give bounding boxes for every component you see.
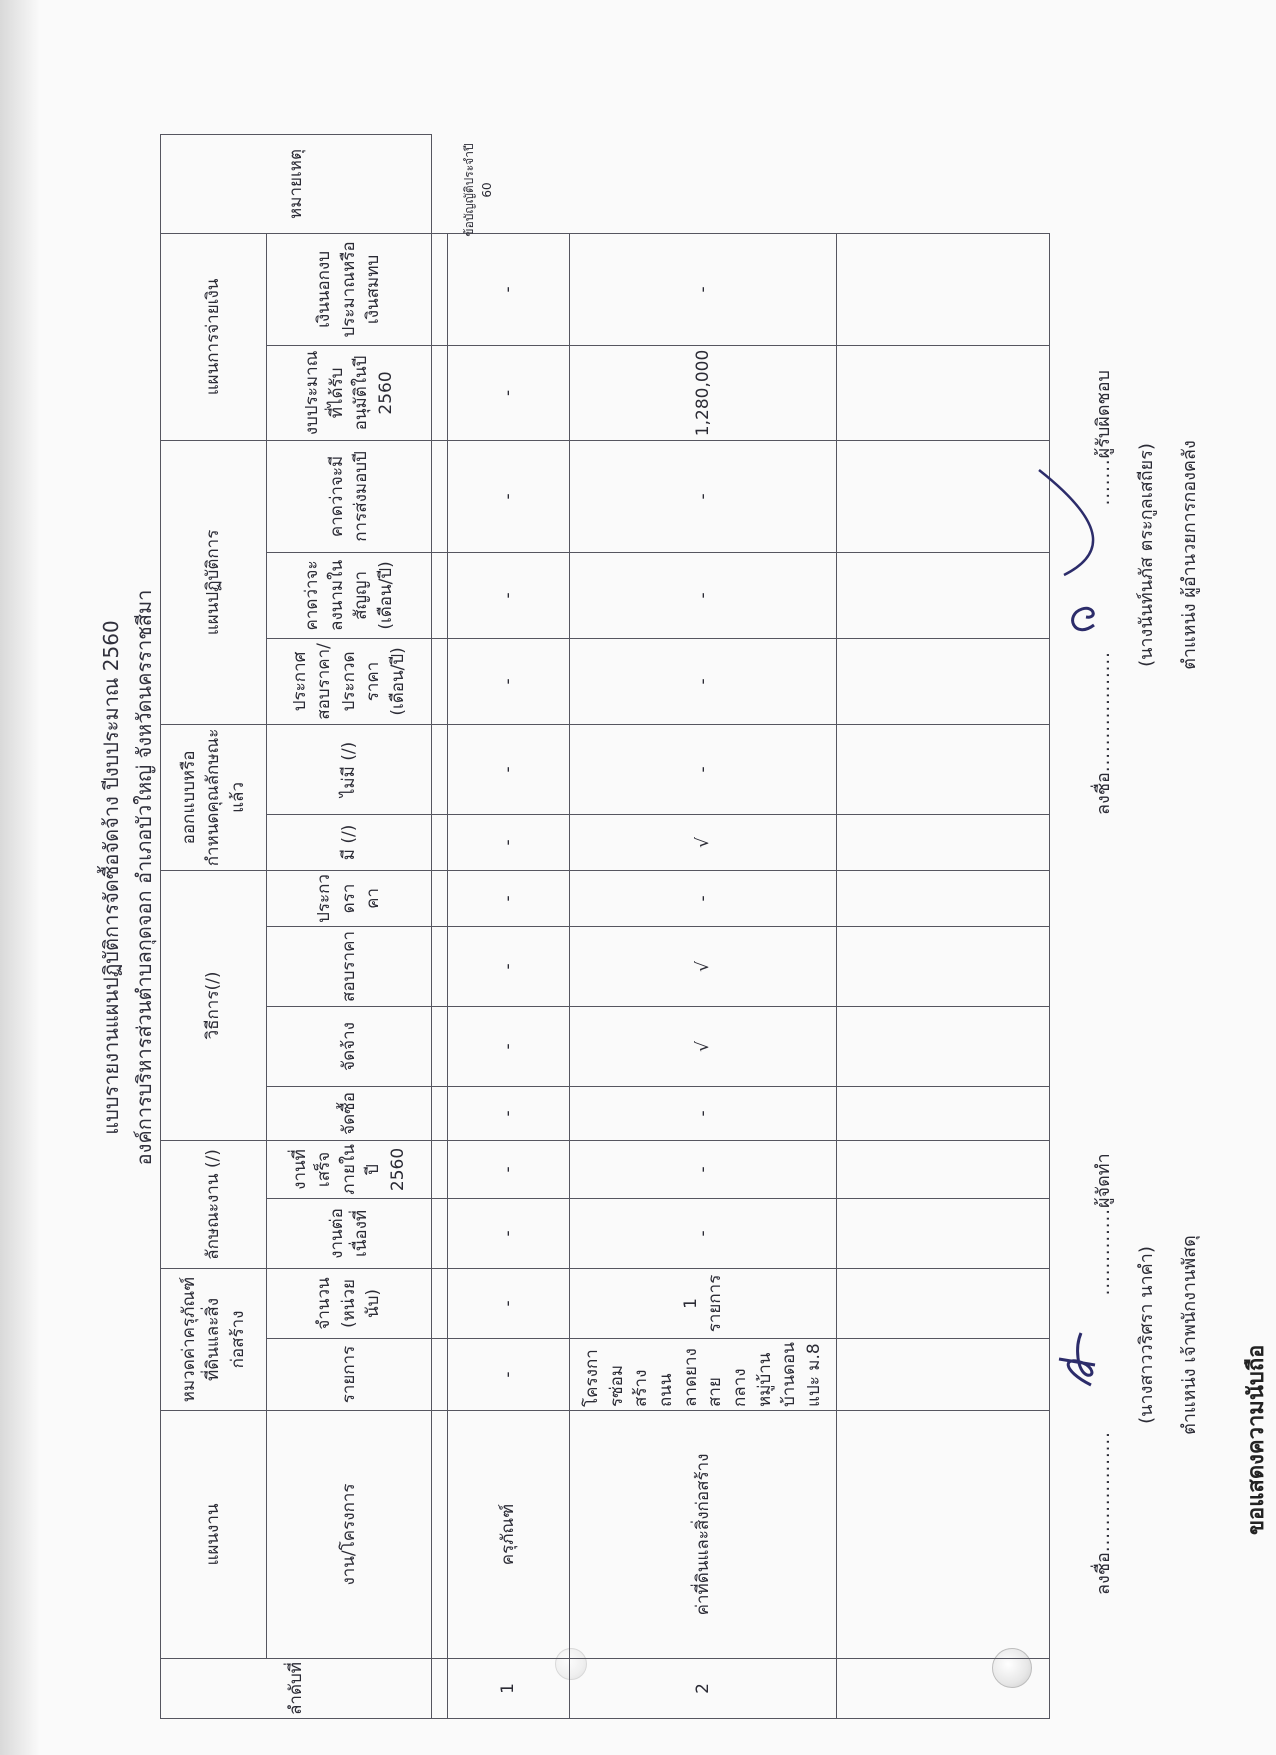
header-design: ออกแบบหรือกำหนดคุณลักษณะแล้ว bbox=[161, 724, 267, 870]
header-method: วิธีการ(/) bbox=[161, 870, 267, 1140]
header-plan: แผนงาน bbox=[161, 1410, 267, 1658]
table-row bbox=[570, 135, 837, 1719]
header-bid: ประกวดราคา bbox=[267, 870, 432, 926]
cell-hire: - bbox=[447, 1006, 569, 1086]
signature-block-left: ลงชื่อ.................. .............ผู้จัดทำ (นางสาววริศรา นาคำ) ตำแหน่ง เจ้าพนักงานพัสดุ bbox=[1088, 1075, 1203, 1595]
header-seq: ลำดับที่ bbox=[161, 1659, 432, 1719]
header-has: มี (/) bbox=[267, 814, 432, 870]
cell-seq: 2 bbox=[570, 1659, 837, 1719]
report-title: แบบรายงานแผนปฏิบัติการจัดซื้อจัดจ้าง ปีงบประมาณ 2560 bbox=[99, 620, 123, 1135]
cell-contract: - bbox=[570, 552, 837, 638]
header-remark: หมายเหตุ bbox=[161, 135, 432, 234]
handwritten-signature-left bbox=[1089, 1295, 1109, 1425]
procurement-plan-table bbox=[160, 134, 1050, 1719]
header-announce: ประกาศสอบราคา/ประกวดราคา (เดือน/ปี) bbox=[267, 638, 432, 724]
organization-title: องค์การบริหารส่วนตำบลกุดจอก อำเภอบัวใหญ่ จังหวัดนครราชสีมา bbox=[132, 589, 156, 1166]
header-delivery: คาดว่าจะมีการส่งมอบปี bbox=[267, 440, 432, 552]
cell-continuing: - bbox=[447, 1198, 569, 1268]
header-budget: งบประมาณ ที่ได้รับอนุมัติในปี 2560 bbox=[267, 345, 432, 440]
cell-hasnot: - bbox=[447, 724, 569, 814]
cell-finish: - bbox=[447, 1140, 569, 1198]
header-finish: งานที่เสร็จภายในปี 2560 bbox=[267, 1140, 432, 1198]
cell-finish: - bbox=[570, 1140, 837, 1198]
cell-item: โครงการซ่อมสร้างถนนลาดยางสายกลางหมู่บ้าน บ้านดอนแปะ ม.8 bbox=[570, 1338, 837, 1410]
cell-buy: - bbox=[570, 1086, 837, 1140]
cell-contract: - bbox=[447, 552, 569, 638]
remark-text: ข้อบัญญัติประจำปี 60 bbox=[462, 143, 494, 237]
sign-role-right: ผู้รับผิดชอบ bbox=[1093, 370, 1114, 459]
header-price-check: สอบราคา bbox=[267, 926, 432, 1006]
signer-position-left: ตำแหน่ง เจ้าพนักงานพัสดุ bbox=[1179, 1235, 1200, 1435]
header-hire: จัดจ้าง bbox=[267, 1006, 432, 1086]
header-buy: จัดซื้อ bbox=[267, 1086, 432, 1140]
header-hasnot: ไม่มี (/) bbox=[267, 724, 432, 814]
table-row bbox=[447, 135, 569, 1719]
cell-budget: 1,280,000 bbox=[570, 345, 837, 440]
cell-qty: - bbox=[447, 1268, 569, 1338]
cell-qty: 1 รายการ bbox=[570, 1268, 837, 1338]
cell-has: - bbox=[447, 814, 569, 870]
header-operation: แผนปฏิบัติการ bbox=[161, 440, 267, 724]
signer-position-right: ตำแหน่ง ผู้อำนวยการกองคลัง bbox=[1179, 440, 1200, 670]
cell-has: √ bbox=[570, 814, 837, 870]
header-other: เงินนอกงบประมาณหรือเงินสมทบ bbox=[267, 233, 432, 345]
cell-seq: 1 bbox=[447, 1659, 569, 1719]
cell-announce: - bbox=[570, 638, 837, 724]
cell-other: - bbox=[570, 233, 837, 345]
header-contract: คาดว่าจะลงนามในสัญญา (เดือน/ปี) bbox=[267, 552, 432, 638]
closing-text: ขอแสดงความนับถือ bbox=[1244, 1344, 1269, 1535]
cell-budget: - bbox=[447, 345, 569, 440]
handwritten-signature-right bbox=[1089, 505, 1109, 645]
cell-other: - bbox=[447, 233, 569, 345]
cell-announce: - bbox=[447, 638, 569, 724]
cell-bid: - bbox=[570, 870, 837, 926]
cell-price-check: √ bbox=[570, 926, 837, 1006]
cell-project: ค่าที่ดินและสิ่งก่อสร้าง bbox=[570, 1410, 837, 1658]
signer-name-left: (นางสาววริศรา นาคำ) bbox=[1136, 1246, 1157, 1424]
header-spending: แผนการจ่ายเงิน bbox=[161, 233, 267, 440]
sign-label-right: ลงชื่อ bbox=[1093, 772, 1114, 815]
header-qty: จำนวน (หน่วยนับ) bbox=[267, 1268, 432, 1338]
cell-project: ครุภัณฑ์ bbox=[447, 1410, 569, 1658]
header-category: หมวดค่าครุภัณฑ์ที่ดินและสิ่งก่อสร้าง bbox=[161, 1268, 267, 1410]
header-nature: ลักษณะงาน (/) bbox=[161, 1140, 267, 1268]
header-continuing: งานต่อเนื่องที่ bbox=[267, 1198, 432, 1268]
cell-bid: - bbox=[447, 870, 569, 926]
cell-buy: - bbox=[447, 1086, 569, 1140]
cell-delivery: - bbox=[447, 440, 569, 552]
header-project: งาน/โครงการ bbox=[267, 1410, 432, 1658]
sign-label-left: ลงชื่อ bbox=[1093, 1552, 1114, 1595]
signature-block-right: ลงชื่อ.................. .......ผู้รับผิดชอบ (นางนันท์นภัส ตระกูลเสถียร) ตำแหน่ง ผู้อำนวยการกองคลัง bbox=[1088, 295, 1203, 815]
cell-delivery: - bbox=[570, 440, 837, 552]
cell-continuing: - bbox=[570, 1198, 837, 1268]
header-item: รายการ bbox=[267, 1338, 432, 1410]
cell-hire: √ bbox=[570, 1006, 837, 1086]
cell-hasnot: - bbox=[570, 724, 837, 814]
signer-name-right: (นางนันท์นภัส ตระกูลเสถียร) bbox=[1136, 443, 1157, 667]
sign-role-left: ผู้จัดทำ bbox=[1093, 1153, 1114, 1209]
cell-item: - bbox=[447, 1338, 569, 1410]
cell-price-check: - bbox=[447, 926, 569, 1006]
